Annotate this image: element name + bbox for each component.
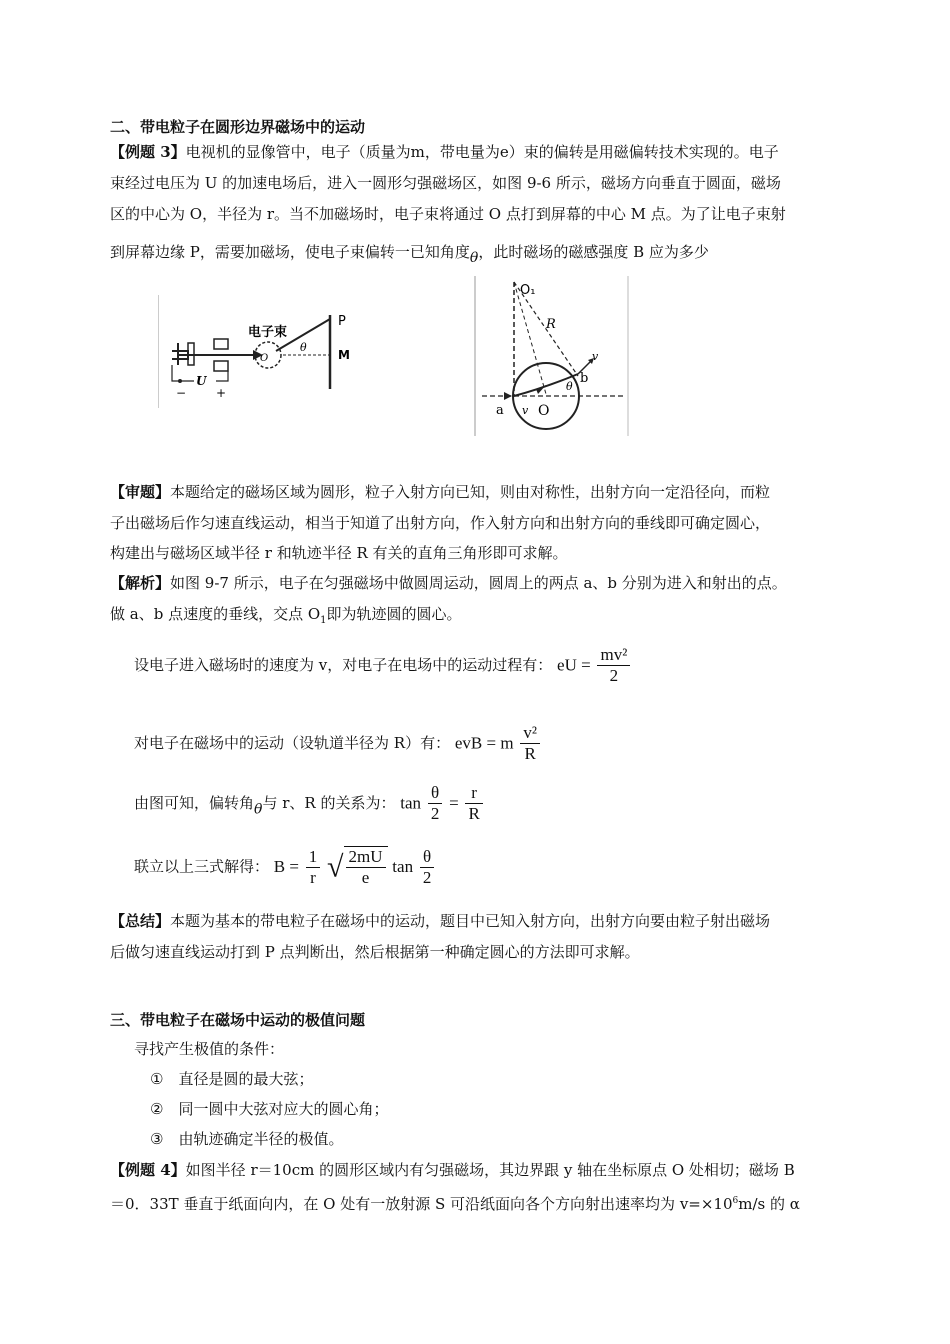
label-v-bottom: v bbox=[522, 404, 529, 417]
shenti-line3: 构建出与磁场区域半径 r 和轨迹半径 R 有关的直角三角形即可求解。 bbox=[110, 544, 568, 562]
section3-intro: 寻找产生极值的条件： bbox=[134, 1040, 285, 1058]
section-heading-2: 二、带电粒子在圆形边界磁场中的运动 bbox=[110, 118, 366, 136]
sqrt: √ $\frac{2mU}{e}$ bbox=[327, 846, 387, 888]
label-R: R bbox=[546, 317, 556, 332]
list-item: ③ 由轨迹确定半径的极值。 bbox=[150, 1130, 344, 1148]
label-O: O bbox=[260, 353, 269, 364]
shenti-line1: 【审题】本题给定的磁场区域为圆形，粒子入射方向已知，则由对称性，出射方向一定沿径向，而粒 bbox=[110, 483, 771, 501]
example4-line2: ＝0．33T 垂直于纸面向内，在 O 处有一放射源 S 可沿纸面向各个方向射出速率均为 $v=\times 10^6m/s$ 的 α bbox=[110, 1195, 800, 1213]
summary-line1: 【总结】本题为基本的带电粒子在磁场中的运动，题目中已知入射方向，出射方向要由粒子射出磁场 bbox=[110, 912, 771, 930]
equation-2: 对电子在磁场中的运动（设轨道半径为 R）有： evB = m $\frac{\text{v²}}{R}$ bbox=[134, 723, 542, 764]
list-item: ① 直径是圆的最大弦； bbox=[150, 1070, 314, 1088]
label-minus: − bbox=[176, 386, 187, 400]
section-heading-3: 三、带电粒子在磁场中运动的极值问题 bbox=[110, 1011, 366, 1029]
figure-trajectory-diagram bbox=[474, 276, 630, 436]
example3-line2: 束经过电压为 U 的加速电场后，进入一圆形匀强磁场区，如图 9-6 所示，磁场方向垂直于圆面，磁场 bbox=[110, 174, 781, 192]
example3-line4: 到屏幕边缘 P，需要加磁场，使电子束偏转一已知角度θ，此时磁场的磁感强度 B 应为多少 bbox=[110, 243, 709, 266]
label-plus: + bbox=[216, 386, 227, 400]
label-theta: θ bbox=[300, 341, 307, 354]
beam-label: 电子束 bbox=[248, 325, 288, 340]
example3-line1: 【例题 3】电视机的显像管中，电子（质量为m，带电量为e）束的偏转是用磁偏转技术实现的。电子 bbox=[110, 143, 779, 161]
label-b: b bbox=[580, 371, 589, 386]
label-O2: O bbox=[538, 403, 550, 419]
equation-3: 由图可知，偏转角θ与 r、R 的关系为： tan $\frac{\theta}{2}$ = $\frac{r}{R}$ bbox=[134, 783, 485, 824]
label-theta2: θ bbox=[566, 380, 573, 393]
label-M: M bbox=[338, 348, 350, 362]
label-a: a bbox=[496, 403, 504, 418]
jiexi-line2: 做 a、b 点速度的垂线，交点 $O_1$即为轨迹圆的圆心。 bbox=[110, 605, 462, 626]
example4-line1: 【例题 4】如图半径 r＝10cm 的圆形区域内有匀强磁场，其边界跟 y 轴在坐标原点 O 处相切；磁场 B bbox=[110, 1161, 795, 1179]
summary-line2: 后做匀速直线运动打到 P 点判断出，然后根据第一种确定圆心的方法即可求解。 bbox=[110, 943, 640, 961]
label-P: P bbox=[338, 314, 346, 329]
label-v-top: v bbox=[592, 350, 599, 363]
figure-crt-diagram bbox=[158, 293, 368, 408]
label-O1: O₁ bbox=[520, 283, 536, 298]
list-item: ② 同一圆中大弦对应大的圆心角； bbox=[150, 1100, 389, 1118]
equation-4: 联立以上三式解得： B = $\frac{1}{r}$ √ $\frac{2mU}{e}$ tan $\frac{\theta}{2}$ bbox=[134, 846, 436, 888]
equation-1: 设电子进入磁场时的速度为 v，对电子在电场中的运动过程有： eU = $\frac{\text{mv²}}{2}$ bbox=[134, 645, 632, 686]
jiexi-line1: 【解析】如图 9-7 所示，电子在匀强磁场中做圆周运动，圆周上的两点 a、b 分别为进入和射出的点。 bbox=[110, 574, 787, 592]
label-U: U bbox=[196, 374, 207, 388]
shenti-line2: 子出磁场后作匀速直线运动，相当于知道了出射方向，作入射方向和出射方向的垂线即可确定圆心， bbox=[110, 514, 771, 532]
example3-line3: 区的中心为 O，半径为 r。当不加磁场时，电子束将通过 O 点打到屏幕的中心 M 点。为了让电子束射 bbox=[110, 205, 786, 223]
